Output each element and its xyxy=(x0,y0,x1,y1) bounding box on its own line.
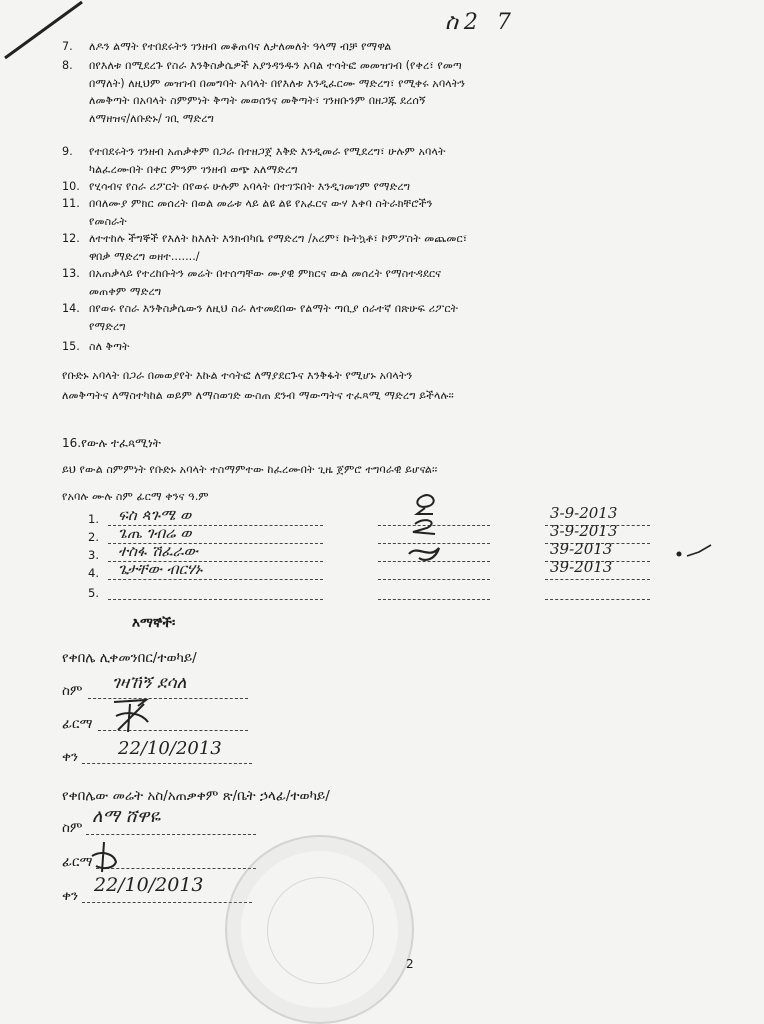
penalty-text-line-2: ለመቅጣትና ለማስተካከል ወይም ለማስወገድ ውስጠ ደንብ ማውጣትና ተፈጻሚ ማድረግ ይችላሉ፡፡ xyxy=(62,389,454,402)
witnesses-title: እማኞች፡ xyxy=(132,615,176,631)
check-mark xyxy=(675,542,715,562)
member-date: 3-9-2013 xyxy=(550,522,618,540)
receiver2-title: የቀበሌው መሬት አስ/አጠቃቀም ጽ/ቤት ኃላፊ/ተወካይ/ xyxy=(62,788,330,804)
member-number: 2. xyxy=(88,530,99,544)
member-name: ጌታቸው ብርሃኑ xyxy=(118,560,203,578)
validity-text: ይህ የውል ስምምነት የቡድኑ አባላት ተስማምተው ከፈረሙበት ጊዜ ጀምሮ ተግባራዊ ይሆናል፡፡ xyxy=(62,463,438,476)
member-number: 4. xyxy=(88,566,99,580)
item-number: 9. xyxy=(62,145,73,158)
item-number: 10. xyxy=(62,180,80,193)
item-number: 8. xyxy=(62,59,73,72)
handwritten-note: ስ2 7 xyxy=(445,10,517,35)
receiver2-sign-label: ፊርማ xyxy=(62,854,93,870)
item-text-line: የተበደሩትን ገንዘብ አጠቃቀም በጋራ በተዘጋጀ እቅድ እንዲመራ የሚደረግ፣ ሁሉም አባላት xyxy=(89,145,446,158)
binding-mark xyxy=(0,0,90,60)
item-number: 13. xyxy=(62,267,80,280)
member-number: 3. xyxy=(88,548,99,562)
item-number: 7. xyxy=(62,40,73,53)
receiver1-title: የቀበሌ ሊቀመንበር/ተወካይ/ xyxy=(62,650,197,666)
receiver2-signature xyxy=(86,838,126,878)
item-text-line: ዋበቃ ማድረግ ወዘተ......./ xyxy=(89,249,200,263)
item-text-line: የማድረግ xyxy=(89,319,126,333)
item-text-line: በአጠቃላይ የተረከቡትን መሬት በተሰጣቸው ሙያዊ ምክርና ውል መሰረት የማስተዳደርና xyxy=(89,267,442,280)
item-text-line: ለዶን ልማት የተበደሩትን ገንዘብ መቆጠባና ለታለመለት ዓላማ ብቻ የማዋል xyxy=(89,40,392,53)
member-date: 3-9-2013 xyxy=(550,504,618,522)
member-name: ጌጤ ገብሬ ወ xyxy=(118,524,192,542)
item-number: 11. xyxy=(62,197,80,210)
receiver2-date-label: ቀን xyxy=(62,888,79,904)
item-text-line: በየወሩ የስራ እንቅስቃሴውን ለዚህ ስራ ለተመደበው የልማት ጣቢያ ሰራተኛ በጽሁፍ ሪፖርት xyxy=(89,302,459,315)
receiver1-date: 22/10/2013 xyxy=(118,738,222,759)
receiver1-sign-label: ፊርማ xyxy=(62,716,93,732)
penalty-text-line-1: የቡድኑ አባላት በጋራ በመወያየት እኩል ተሳትፎ ለማያደርጉና እንቅፋት የሚሆኑ አባላትን xyxy=(62,369,413,382)
item-text-line: ስለ ቅጣት xyxy=(89,340,130,353)
member-date: 39-2013 xyxy=(550,558,613,576)
item-text-line: የሂሳብና የስራ ሪፖርት በየወሩ ሁሉም አባላት በተገኙበት እንዲገመገም የማድረግ xyxy=(89,180,411,193)
member-number: 1. xyxy=(88,512,99,526)
item-text-line: ለመቅጣት በአባላት ስምምነት ቅጣት መወሰንና መቅጣት፣ ገንዘቡንም በዘጋጁ ደረሰኝ xyxy=(89,94,426,107)
receiver2-name-label: ስም xyxy=(62,820,83,836)
official-seal xyxy=(225,835,414,1024)
item-text-line: በማለት) ለዚህም መዝገብ በመግባት አባላት በየእለቱ እንዲፈርሙ ማድረግ፣ የሚቀሩ አባላትን xyxy=(89,76,466,90)
receiver2-date: 22/10/2013 xyxy=(94,874,204,896)
validity-heading: 16.የውሉ ተፈጻሚነት xyxy=(62,436,161,450)
item-text-line: ለማዘዝና/ለቡድኑ/ ገቢ ማድረግ xyxy=(89,111,215,125)
member-name: ተስፋ ሽፈራው xyxy=(118,542,198,560)
receiver1-name: ገዛኸኝ ደሳለ xyxy=(112,673,187,693)
receiver1-name-label: ስም xyxy=(62,683,83,699)
receiver1-date-label: ቀን xyxy=(62,749,79,765)
member-number: 5. xyxy=(88,586,99,600)
page-number: 2 xyxy=(406,957,414,971)
item-number: 12. xyxy=(62,232,80,245)
item-text-line: የመስራት xyxy=(89,214,127,228)
item-text-line: በየእለቱ በሚደረጉ የስራ እንቅስቃሴዎች አያንዳንዱን አባል ተሳትፎ መመዝገብ (የቀረ፣ የመጣ xyxy=(89,59,462,72)
item-text-line: መጠቀም ማድረግ xyxy=(89,284,162,298)
receiver2-name: ለማ ሸዋዬ xyxy=(92,806,161,827)
item-number: 15. xyxy=(62,340,80,353)
item-text-line: ካልፈረሙበት በቀር ምንም ገንዘብ ወጭ አለማድረግ xyxy=(89,162,298,176)
item-text-line: በባለሙያ ምክር መሰረት በወል መሬቱ ላይ ልዩ ልዩ የአፈርና ውሃ እቀባ ስትራክቸሮችን xyxy=(89,197,433,210)
member-date: 39-2013 xyxy=(550,540,613,558)
item-number: 14. xyxy=(62,302,80,315)
receiver1-signature xyxy=(108,696,158,736)
item-text-line: ለተተከሉ ችግኞች የእለት ከእለት እንክብካቤ የማድረግ /አረም፣ ኩትኳቶ፣ ኮምፖስት መጨመር፣ xyxy=(89,232,468,245)
member-signatures xyxy=(395,488,465,578)
member-name: ፍስ ጳጉሜ ወ xyxy=(118,506,192,524)
members-header: የአባሉ ሙሉ ስም ፊርማ ቀንና ዓ.ም xyxy=(62,490,209,503)
